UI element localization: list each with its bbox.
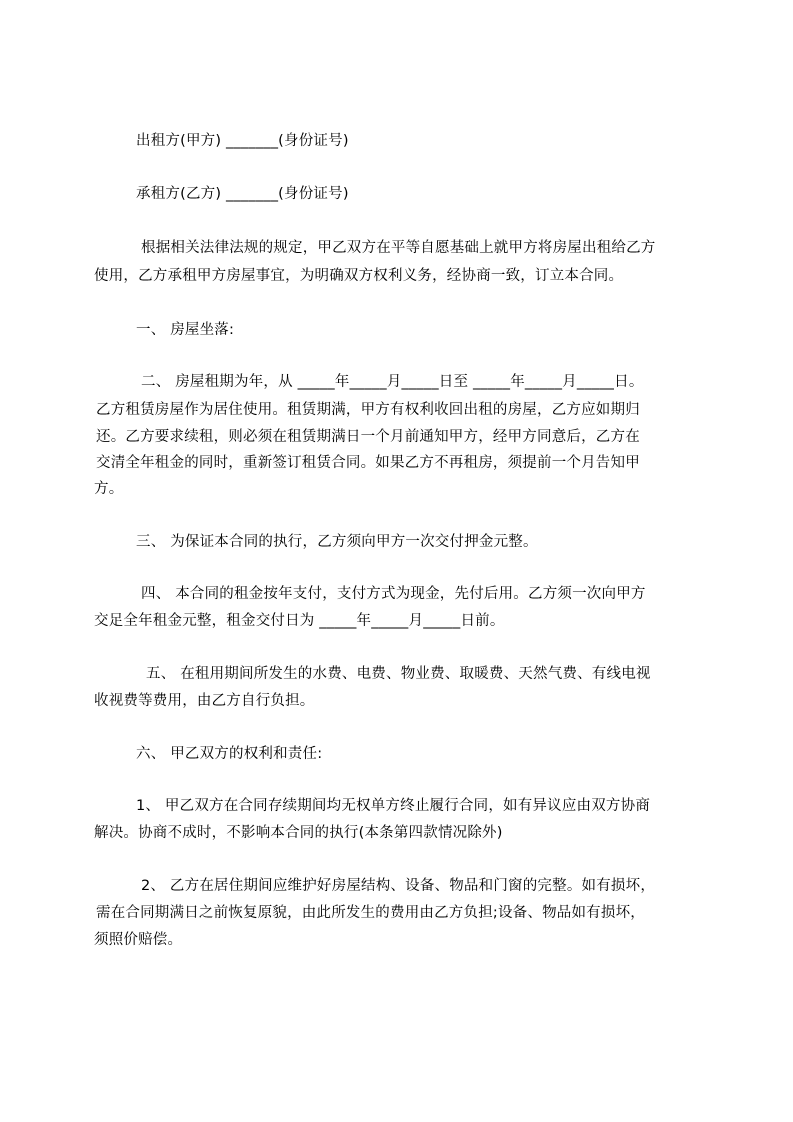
lessor-line: 出租方(甲方) _______(身份证号) — [136, 133, 349, 149]
clause-2-line-5: 方。 — [94, 481, 124, 497]
clause-6: 六、 甲乙双方的权利和责任: — [136, 746, 323, 762]
preamble-line-1: 根据相关法律法规的规定，甲乙双方在平等自愿基础上就甲方将房屋出租给乙方 — [141, 240, 656, 256]
clause-3: 三、 为保证本合同的执行，乙方须向甲方一次交付押金元整。 — [136, 534, 538, 550]
item-2-line-2: 需在合同期满日之前恢复原貌，由此所发生的费用由乙方负担;设备、物品如有损坏， — [96, 905, 645, 921]
item-1-line-1: 1、 甲乙双方在合同存续期间均无权单方终止履行合同，如有异议应由双方协商 — [136, 798, 651, 814]
clause-2-line-1: 二、 房屋租期为年，从 _____年_____月_____日至 _____年_____月_____日。 — [141, 374, 644, 390]
clause-4-line-1: 四、 本合同的租金按年支付，支付方式为现金，先付后用。乙方须一次向甲方 — [141, 586, 646, 602]
item-2-line-3: 须照价赔偿。 — [94, 932, 183, 948]
item-1-line-2: 解决。协商不成时，不影响本合同的执行(本条第四款情况除外) — [94, 825, 503, 841]
clause-5-line-1: 五、 在租用期间所发生的水费、电费、物业费、取暖费、天然气费、有线电视 — [146, 666, 651, 682]
clause-5-line-2: 收视费等费用，由乙方自行负担。 — [94, 693, 315, 709]
clause-4-line-2: 交足全年租金元整，租金交付日为 _____年_____月_____日前。 — [94, 613, 505, 629]
clause-2-line-2: 乙方租赁房屋作为居住使用。租赁期满，甲方有权利收回出租的房屋，乙方应如期归 — [96, 402, 640, 418]
preamble-line-2: 使用，乙方承租甲方房屋事宜，为明确双方权利义务，经协商一致，订立本合同。 — [94, 268, 624, 284]
clause-1: 一、 房屋坐落: — [136, 322, 235, 338]
lessee-line: 承租方(乙方) _______(身份证号) — [136, 186, 349, 202]
clause-2-line-4: 交清全年租金的同时，重新签订租赁合同。如果乙方不再租房，须提前一个月告知甲 — [96, 455, 640, 471]
item-2-line-1: 2、 乙方在居住期间应维护好房屋结构、设备、物品和门窗的完整。如有损坏， — [141, 878, 656, 894]
clause-2-line-3: 还。乙方要求续租，则必须在租赁期满日一个月前通知甲方，经甲方同意后，乙方在 — [96, 429, 640, 445]
